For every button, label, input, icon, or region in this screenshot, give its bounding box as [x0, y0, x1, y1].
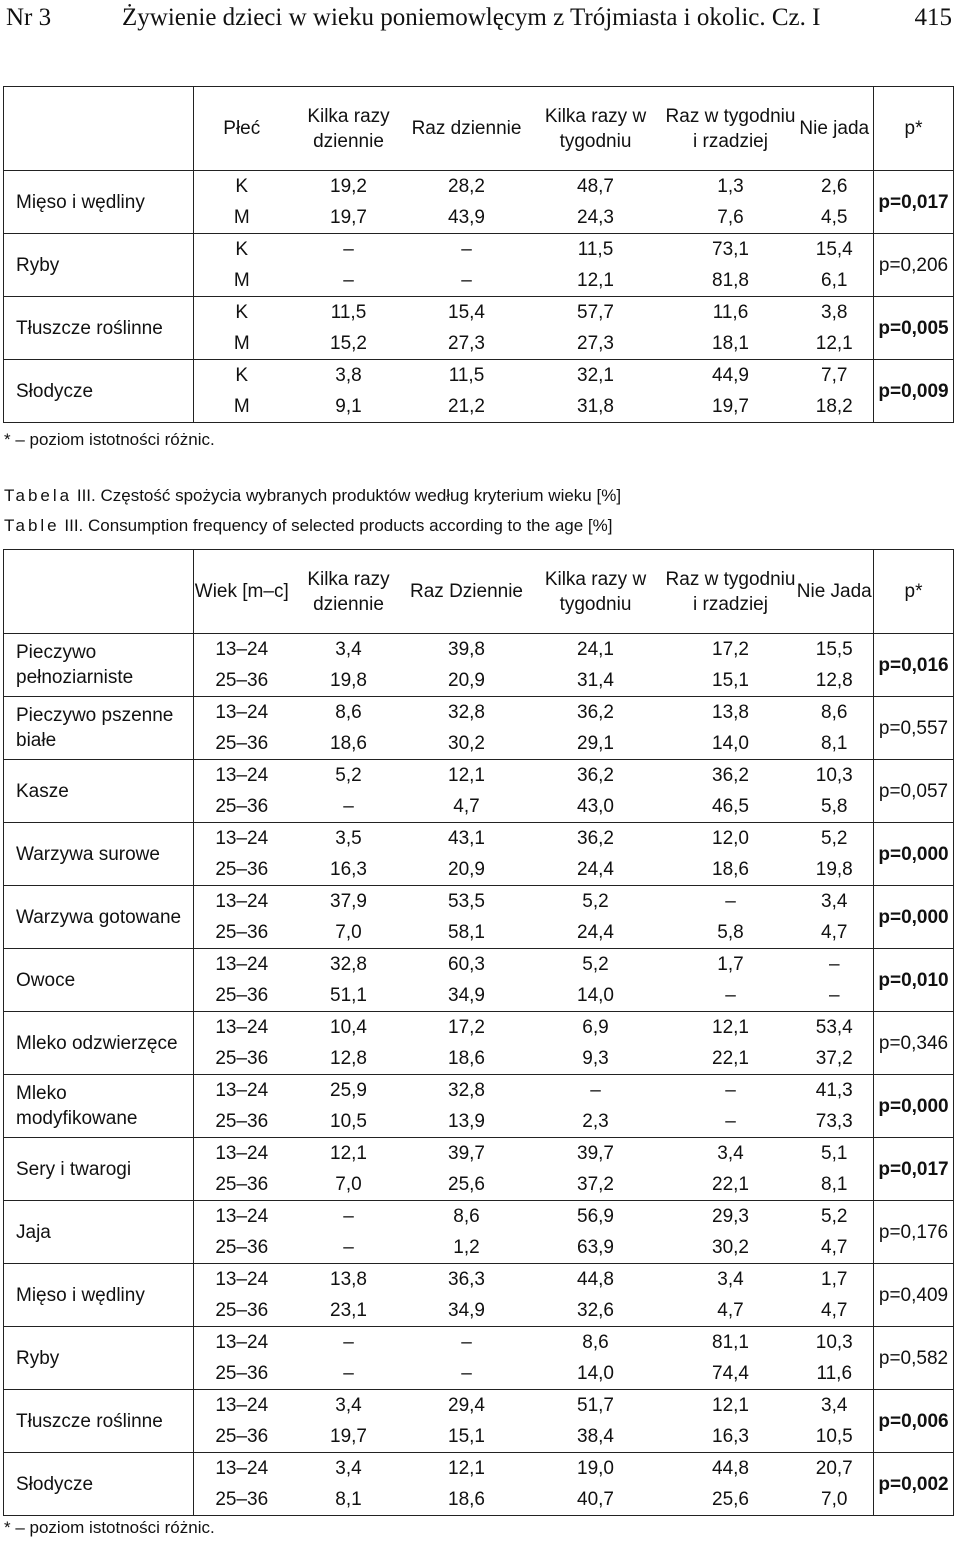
row-key: 13–24 [215, 1206, 269, 1227]
value-cell: 18,6 [408, 1043, 526, 1075]
value-cell: 32,6 [526, 1295, 666, 1327]
row-key: 13–24 [215, 639, 269, 660]
value-cell: 15,2 [290, 328, 408, 360]
value-cell: 13,9 [408, 1106, 526, 1138]
value-cell: – [590, 1080, 601, 1101]
value-cell: – [796, 980, 874, 1012]
table-row [4, 297, 954, 329]
value-cell: 17,2 [448, 1017, 485, 1038]
value-cell: 58,1 [408, 917, 526, 949]
table-caption-pl: Tabela III. Częstość spożycia wybranych produktów według kryterium wieku [%] [4, 486, 622, 505]
row-group-label: Słodycze [4, 360, 194, 423]
value-cell: 32,8 [330, 954, 367, 975]
value-cell: 12,1 [330, 1143, 367, 1164]
row-group-label: Ryby [4, 234, 194, 297]
value-cell: 44,8 [577, 1269, 614, 1290]
value-cell: 10,5 [796, 1421, 874, 1453]
row-key: K [235, 176, 249, 197]
column-header-c5: Nie jada [796, 87, 874, 171]
row-key: 25–36 [194, 665, 290, 697]
row-key: 25–36 [194, 1043, 290, 1075]
value-cell: 29,1 [526, 728, 666, 760]
header-cell-empty [4, 550, 194, 634]
value-cell: – [343, 1332, 354, 1353]
column-header-age: Wiek [m–c] [194, 550, 290, 634]
column-header-c2: Raz dziennie [408, 87, 526, 171]
value-cell: 12,1 [448, 765, 485, 786]
value-cell: 4,7 [796, 1232, 874, 1264]
row-group-label: Tłuszcze roślinne [4, 1390, 194, 1453]
value-cell: 51,7 [577, 1395, 614, 1416]
row-key: 13–24 [215, 828, 269, 849]
row-key: K [235, 365, 249, 386]
value-cell: 11,5 [448, 365, 485, 386]
value-cell: 15,4 [448, 302, 485, 323]
value-cell: 14,0 [526, 1358, 666, 1390]
value-cell: 32,1 [577, 365, 614, 386]
value-cell: 7,6 [666, 202, 796, 234]
value-cell: 14,0 [526, 980, 666, 1012]
value-cell: 3,4 [335, 1395, 362, 1416]
table-row [4, 1390, 954, 1422]
value-cell: 5,2 [796, 1201, 874, 1233]
value-cell: 43,0 [526, 791, 666, 823]
value-cell: 36,2 [577, 765, 614, 786]
row-key: M [194, 202, 290, 234]
value-cell: – [343, 239, 354, 260]
value-cell: 29,4 [448, 1395, 485, 1416]
row-key: 13–24 [215, 954, 269, 975]
value-cell: 27,3 [408, 328, 526, 360]
value-cell: 4,7 [666, 1295, 796, 1327]
value-cell: 20,9 [408, 665, 526, 697]
value-cell: 53,4 [796, 1012, 874, 1044]
value-cell: 39,7 [577, 1143, 614, 1164]
page-header [0, 0, 960, 44]
value-cell: 12,1 [712, 1395, 749, 1416]
value-cell: 34,9 [408, 980, 526, 1012]
value-cell: 25,6 [666, 1484, 796, 1516]
row-key: M [194, 265, 290, 297]
value-cell: 36,2 [577, 702, 614, 723]
value-cell: 20,7 [796, 1453, 874, 1485]
value-cell: 81,1 [712, 1332, 749, 1353]
value-cell: 15,5 [796, 634, 874, 666]
value-cell: 3,4 [335, 1458, 362, 1479]
value-cell: 39,8 [448, 639, 485, 660]
value-cell: 12,8 [290, 1043, 408, 1075]
header-row [4, 550, 954, 634]
value-cell: 13,8 [712, 702, 749, 723]
value-cell: 5,8 [796, 791, 874, 823]
value-cell: 3,8 [335, 365, 362, 386]
value-cell: – [725, 1080, 736, 1101]
value-cell: 24,3 [526, 202, 666, 234]
value-cell: 9,3 [526, 1043, 666, 1075]
value-cell: 31,4 [526, 665, 666, 697]
value-cell: 3,4 [796, 886, 874, 918]
value-cell: 32,8 [448, 1080, 485, 1101]
table-caption-en: Table III. Consumption frequency of selected products according to the age [%] [4, 516, 613, 535]
row-key: 13–24 [215, 1395, 269, 1416]
value-cell: 3,8 [796, 297, 874, 329]
row-key: 13–24 [215, 1458, 269, 1479]
table-row [4, 1327, 954, 1359]
value-cell: 24,4 [526, 917, 666, 949]
row-key: 13–24 [215, 765, 269, 786]
value-cell: 8,6 [453, 1206, 480, 1227]
column-header-c2: Raz Dziennie [408, 550, 526, 634]
row-key: 25–36 [194, 917, 290, 949]
value-cell: 11,6 [712, 302, 749, 323]
value-cell: 6,9 [582, 1017, 609, 1038]
value-cell: 12,1 [712, 1017, 749, 1038]
p-value-cell: p=0,017 [874, 171, 954, 234]
value-cell: 4,7 [408, 791, 526, 823]
value-cell: 19,7 [290, 202, 408, 234]
value-cell: 19,0 [577, 1458, 614, 1479]
value-cell: 39,7 [448, 1143, 485, 1164]
value-cell: 12,8 [796, 665, 874, 697]
row-group-label: Mleko modyfikowane [4, 1075, 194, 1138]
value-cell: 74,4 [666, 1358, 796, 1390]
p-value-cell: p=0,006 [874, 1390, 954, 1453]
row-group-label: Kasze [4, 760, 194, 823]
value-cell: 30,2 [408, 728, 526, 760]
value-cell: 22,1 [666, 1043, 796, 1075]
table-row [4, 949, 954, 981]
table-row [4, 1075, 954, 1107]
value-cell: – [408, 1358, 526, 1390]
value-cell: 11,5 [577, 239, 614, 260]
value-cell: 2,6 [796, 171, 874, 203]
row-key: 25–36 [194, 1295, 290, 1327]
value-cell: – [343, 1206, 354, 1227]
table-sex [3, 86, 954, 423]
value-cell: 7,0 [290, 917, 408, 949]
value-cell: 15,4 [796, 234, 874, 266]
table-row [4, 234, 954, 266]
value-cell: 11,6 [796, 1358, 874, 1390]
value-cell: 19,8 [796, 854, 874, 886]
value-cell: 24,1 [577, 639, 614, 660]
value-cell: 23,1 [290, 1295, 408, 1327]
value-cell: 63,9 [526, 1232, 666, 1264]
value-cell: 20,9 [408, 854, 526, 886]
value-cell: 10,3 [796, 760, 874, 792]
value-cell: 25,6 [408, 1169, 526, 1201]
value-cell: – [290, 1232, 408, 1264]
value-cell: 22,1 [666, 1169, 796, 1201]
column-header-c1: Kilka razy dziennie [290, 87, 408, 171]
header-cell-empty [4, 87, 194, 171]
column-header-c4: Raz w tygodniu i rzadziej [666, 550, 796, 634]
value-cell: 5,1 [796, 1138, 874, 1170]
row-group-label: Jaja [4, 1201, 194, 1264]
value-cell: 4,7 [796, 1295, 874, 1327]
value-cell: 8,6 [582, 1332, 609, 1353]
column-header-c3: Kilka razy w tygodniu [526, 550, 666, 634]
running-title: Żywienie dzieci w wieku poniemowlęcym z Trójmiasta i okolic. Cz. I [122, 4, 821, 31]
value-cell: 19,2 [330, 176, 367, 197]
value-cell: 46,5 [666, 791, 796, 823]
table-age-footnote: * – poziom istotności różnic. [4, 1518, 215, 1537]
value-cell: 9,1 [290, 391, 408, 423]
value-cell: 40,7 [526, 1484, 666, 1516]
row-key: 13–24 [215, 1017, 269, 1038]
value-cell: 4,7 [796, 917, 874, 949]
value-cell: 37,9 [330, 891, 367, 912]
value-cell: 73,3 [796, 1106, 874, 1138]
value-cell: 10,4 [330, 1017, 367, 1038]
row-key: 25–36 [194, 1358, 290, 1390]
row-group-label: Ryby [4, 1327, 194, 1390]
value-cell: 48,7 [577, 176, 614, 197]
row-key: 25–36 [194, 1484, 290, 1516]
table-row [4, 823, 954, 855]
value-cell: 5,8 [666, 917, 796, 949]
value-cell: 37,2 [526, 1169, 666, 1201]
table-row [4, 634, 954, 666]
header-row [4, 87, 954, 171]
value-cell: – [408, 265, 526, 297]
value-cell: 11,5 [330, 302, 367, 323]
value-cell: 1,7 [717, 954, 744, 975]
row-key: K [235, 302, 249, 323]
value-cell: 7,0 [796, 1484, 874, 1516]
value-cell: 73,1 [712, 239, 749, 260]
value-cell: 10,3 [796, 1327, 874, 1359]
p-value-cell: p=0,017 [874, 1138, 954, 1201]
column-header-c3: Kilka razy w tygodniu [526, 87, 666, 171]
value-cell: 5,2 [582, 954, 609, 975]
value-cell: 8,1 [796, 728, 874, 760]
value-cell: – [290, 1358, 408, 1390]
value-cell: – [461, 239, 472, 260]
row-key: 13–24 [215, 891, 269, 912]
row-key: 13–24 [215, 1143, 269, 1164]
value-cell: 60,3 [448, 954, 485, 975]
value-cell: 1,3 [717, 176, 744, 197]
row-key: 13–24 [215, 1080, 269, 1101]
value-cell: 28,2 [448, 176, 485, 197]
table-row [4, 171, 954, 203]
value-cell: 18,6 [666, 854, 796, 886]
table-row [4, 1138, 954, 1170]
p-value-cell: p=0,005 [874, 297, 954, 360]
row-group-label: Sery i twarogi [4, 1138, 194, 1201]
column-header-p: p* [874, 87, 954, 171]
row-key: 25–36 [194, 1106, 290, 1138]
value-cell: 30,2 [666, 1232, 796, 1264]
value-cell: 29,3 [712, 1206, 749, 1227]
value-cell: 5,2 [582, 891, 609, 912]
value-cell: 15,1 [666, 665, 796, 697]
row-key: 25–36 [194, 728, 290, 760]
value-cell: 19,7 [666, 391, 796, 423]
value-cell: 19,8 [290, 665, 408, 697]
row-key: 25–36 [194, 854, 290, 886]
value-cell: 24,4 [526, 854, 666, 886]
value-cell: 15,1 [408, 1421, 526, 1453]
table-row [4, 886, 954, 918]
p-value-cell: p=0,010 [874, 949, 954, 1012]
value-cell: 43,9 [408, 202, 526, 234]
value-cell: 43,1 [448, 828, 485, 849]
value-cell: 51,1 [290, 980, 408, 1012]
column-header-c4: Raz w tygodniu i rzadziej [666, 87, 796, 171]
value-cell: 18,6 [408, 1484, 526, 1516]
table-row [4, 1264, 954, 1296]
value-cell: 31,8 [526, 391, 666, 423]
value-cell: 7,7 [796, 360, 874, 392]
column-header-c1: Kilka razy dziennie [290, 550, 408, 634]
value-cell: 36,2 [712, 765, 749, 786]
p-value-cell: p=0,000 [874, 886, 954, 949]
table-row [4, 1201, 954, 1233]
value-cell: 34,9 [408, 1295, 526, 1327]
value-cell: 3,4 [717, 1269, 744, 1290]
value-cell: 3,4 [335, 639, 362, 660]
table-row [4, 1012, 954, 1044]
value-cell: 5,2 [796, 823, 874, 855]
value-cell: 57,7 [577, 302, 614, 323]
row-group-label: Warzywa gotowane [4, 886, 194, 949]
p-value-cell: p=0,009 [874, 360, 954, 423]
value-cell: 4,5 [796, 202, 874, 234]
value-cell: 3,4 [717, 1143, 744, 1164]
p-value-cell: p=0,002 [874, 1453, 954, 1516]
row-key: M [194, 328, 290, 360]
value-cell: – [290, 265, 408, 297]
value-cell: 18,2 [796, 391, 874, 423]
table-row [4, 1453, 954, 1485]
value-cell: 8,6 [335, 702, 362, 723]
table-sex-footnote: * – poziom istotności różnic. [4, 430, 215, 449]
value-cell: – [290, 791, 408, 823]
p-value-cell: p=0,346 [874, 1012, 954, 1075]
issue-number: Nr 3 [6, 4, 52, 31]
p-value-cell: p=0,016 [874, 634, 954, 697]
value-cell: 12,1 [448, 1458, 485, 1479]
p-value-cell: p=0,557 [874, 697, 954, 760]
value-cell: 1,2 [408, 1232, 526, 1264]
value-cell: 6,1 [796, 265, 874, 297]
value-cell: 10,5 [290, 1106, 408, 1138]
row-key: 13–24 [215, 1269, 269, 1290]
p-value-cell: p=0,582 [874, 1327, 954, 1390]
row-key: K [235, 239, 249, 260]
p-value-cell: p=0,409 [874, 1264, 954, 1327]
value-cell: 27,3 [526, 328, 666, 360]
value-cell: 36,3 [448, 1269, 485, 1290]
column-header-p: p* [874, 550, 954, 634]
row-group-label: Owoce [4, 949, 194, 1012]
row-key: 25–36 [194, 791, 290, 823]
value-cell: – [666, 980, 796, 1012]
value-cell: 16,3 [290, 854, 408, 886]
row-group-label: Słodycze [4, 1453, 194, 1516]
value-cell: – [461, 1332, 472, 1353]
value-cell: – [725, 891, 736, 912]
value-cell: 25,9 [330, 1080, 367, 1101]
column-header-sex: Płeć [194, 87, 290, 171]
value-cell: 8,6 [796, 697, 874, 729]
value-cell: – [796, 949, 874, 981]
p-value-cell: p=0,176 [874, 1201, 954, 1264]
row-key: 13–24 [215, 1332, 269, 1353]
p-value-cell: p=0,000 [874, 823, 954, 886]
table-age [3, 549, 954, 1516]
row-group-label: Tłuszcze roślinne [4, 297, 194, 360]
table-row [4, 360, 954, 392]
p-value-cell: p=0,000 [874, 1075, 954, 1138]
value-cell: 38,4 [526, 1421, 666, 1453]
row-group-label: Warzywa surowe [4, 823, 194, 886]
row-group-label: Pieczywo pszenne białe [4, 697, 194, 760]
value-cell: 18,1 [666, 328, 796, 360]
value-cell: 21,2 [408, 391, 526, 423]
value-cell: 8,1 [290, 1484, 408, 1516]
value-cell: 14,0 [666, 728, 796, 760]
row-key: 25–36 [194, 1421, 290, 1453]
value-cell: 5,2 [335, 765, 362, 786]
value-cell: 12,1 [796, 328, 874, 360]
row-group-label: Mięso i wędliny [4, 171, 194, 234]
table-row [4, 697, 954, 729]
p-value-cell: p=0,057 [874, 760, 954, 823]
row-key: M [194, 391, 290, 423]
column-header-c5: Nie Jada [796, 550, 874, 634]
value-cell: 44,8 [712, 1458, 749, 1479]
row-group-label: Mięso i wędliny [4, 1264, 194, 1327]
value-cell: 8,1 [796, 1169, 874, 1201]
value-cell: – [666, 1106, 796, 1138]
value-cell: 1,7 [796, 1264, 874, 1296]
value-cell: 56,9 [577, 1206, 614, 1227]
value-cell: 3,4 [796, 1390, 874, 1422]
value-cell: 13,8 [330, 1269, 367, 1290]
value-cell: 12,1 [526, 265, 666, 297]
value-cell: 16,3 [666, 1421, 796, 1453]
value-cell: 32,8 [448, 702, 485, 723]
table-row [4, 760, 954, 792]
row-key: 25–36 [194, 1232, 290, 1264]
value-cell: 3,5 [335, 828, 362, 849]
value-cell: 19,7 [290, 1421, 408, 1453]
value-cell: 36,2 [577, 828, 614, 849]
value-cell: 2,3 [526, 1106, 666, 1138]
value-cell: 81,8 [666, 265, 796, 297]
row-group-label: Mleko odzwierzęce [4, 1012, 194, 1075]
row-key: 25–36 [194, 1169, 290, 1201]
value-cell: 18,6 [290, 728, 408, 760]
value-cell: 7,0 [290, 1169, 408, 1201]
value-cell: 37,2 [796, 1043, 874, 1075]
row-group-label: Pieczywo pełnoziarniste [4, 634, 194, 697]
value-cell: 53,5 [448, 891, 485, 912]
row-key: 13–24 [215, 702, 269, 723]
row-key: 25–36 [194, 980, 290, 1012]
value-cell: 12,0 [712, 828, 749, 849]
value-cell: 44,9 [712, 365, 749, 386]
value-cell: 17,2 [712, 639, 749, 660]
value-cell: 41,3 [796, 1075, 874, 1107]
p-value-cell: p=0,206 [874, 234, 954, 297]
page-number: 415 [914, 4, 952, 31]
